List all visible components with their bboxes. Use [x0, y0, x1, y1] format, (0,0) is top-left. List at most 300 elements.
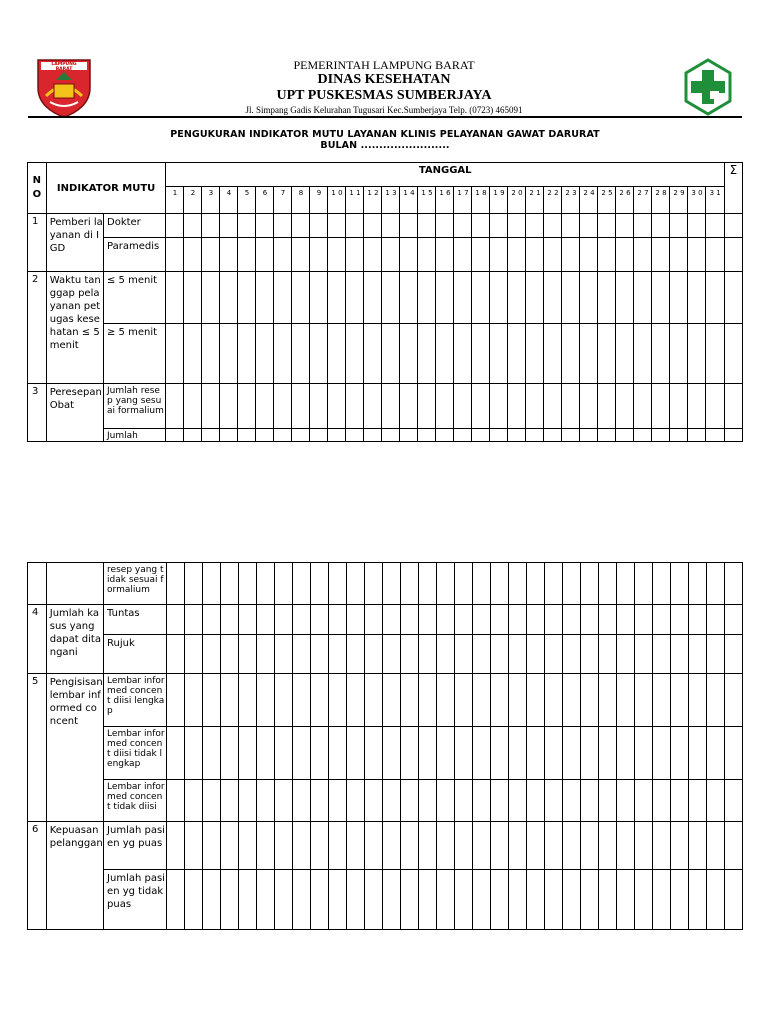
tally-cell[interactable]	[418, 605, 436, 635]
tally-cell[interactable]	[562, 605, 580, 635]
tally-cell[interactable]	[256, 822, 274, 870]
tally-cell[interactable]	[454, 822, 472, 870]
tally-cell[interactable]	[634, 822, 652, 870]
tally-cell[interactable]	[580, 870, 598, 930]
tally-cell[interactable]	[472, 238, 490, 272]
tally-cell[interactable]	[508, 238, 526, 272]
tally-cell[interactable]	[382, 563, 400, 605]
tally-cell[interactable]	[238, 324, 256, 384]
tally-cell[interactable]	[256, 635, 274, 674]
tally-cell[interactable]	[166, 780, 184, 822]
tally-cell[interactable]	[166, 324, 184, 384]
tally-cell[interactable]	[580, 635, 598, 674]
tally-cell[interactable]	[472, 429, 490, 442]
tally-cell[interactable]	[544, 324, 562, 384]
tally-cell[interactable]	[184, 384, 202, 429]
tally-cell[interactable]	[292, 780, 310, 822]
tally-cell[interactable]	[184, 272, 202, 324]
tally-cell[interactable]	[472, 563, 490, 605]
tally-cell[interactable]	[472, 324, 490, 384]
tally-cell[interactable]	[310, 324, 328, 384]
tally-cell[interactable]	[220, 429, 238, 442]
tally-cell[interactable]	[166, 727, 184, 780]
tally-cell[interactable]	[346, 563, 364, 605]
tally-cell[interactable]	[490, 238, 508, 272]
tally-cell[interactable]	[490, 870, 508, 930]
tally-cell[interactable]	[238, 429, 256, 442]
tally-cell[interactable]	[184, 870, 202, 930]
tally-cell[interactable]	[544, 238, 562, 272]
tally-cell[interactable]	[472, 272, 490, 324]
tally-cell[interactable]	[688, 324, 706, 384]
tally-cell[interactable]	[346, 272, 364, 324]
tally-cell[interactable]	[490, 384, 508, 429]
tally-cell[interactable]	[274, 272, 292, 324]
tally-cell[interactable]	[310, 822, 328, 870]
tally-cell[interactable]	[328, 780, 346, 822]
tally-cell[interactable]	[562, 780, 580, 822]
tally-cell[interactable]	[490, 272, 508, 324]
tally-cell[interactable]	[544, 429, 562, 442]
tally-cell[interactable]	[706, 238, 724, 272]
tally-cell[interactable]	[454, 384, 472, 429]
tally-cell[interactable]	[436, 238, 454, 272]
tally-cell[interactable]	[580, 605, 598, 635]
tally-cell[interactable]	[418, 674, 436, 727]
tally-cell[interactable]	[634, 384, 652, 429]
tally-cell[interactable]	[544, 674, 562, 727]
tally-cell[interactable]	[472, 727, 490, 780]
tally-cell[interactable]	[364, 822, 382, 870]
tally-cell[interactable]	[382, 605, 400, 635]
tally-cell[interactable]	[364, 324, 382, 384]
tally-cell[interactable]	[598, 822, 616, 870]
tally-cell[interactable]	[707, 635, 725, 674]
tally-cell[interactable]	[526, 272, 544, 324]
tally-cell[interactable]	[671, 605, 689, 635]
tally-cell[interactable]	[328, 635, 346, 674]
tally-cell[interactable]	[310, 429, 328, 442]
tally-cell[interactable]	[220, 272, 238, 324]
tally-cell[interactable]	[472, 674, 490, 727]
tally-cell[interactable]	[544, 870, 562, 930]
tally-cell[interactable]	[454, 238, 472, 272]
tally-cell[interactable]	[256, 674, 274, 727]
tally-cell[interactable]	[562, 238, 580, 272]
tally-cell[interactable]	[670, 214, 688, 238]
tally-cell[interactable]	[725, 635, 743, 674]
tally-cell[interactable]	[689, 727, 707, 780]
tally-cell[interactable]	[238, 727, 256, 780]
tally-cell[interactable]	[364, 563, 382, 605]
tally-cell[interactable]	[526, 822, 544, 870]
tally-cell[interactable]	[220, 214, 238, 238]
tally-cell[interactable]	[634, 214, 652, 238]
tally-cell[interactable]	[598, 605, 616, 635]
tally-cell[interactable]	[634, 238, 652, 272]
tally-cell[interactable]	[364, 605, 382, 635]
tally-cell[interactable]	[184, 324, 202, 384]
tally-cell[interactable]	[580, 272, 598, 324]
tally-cell[interactable]	[328, 324, 346, 384]
tally-cell[interactable]	[346, 822, 364, 870]
tally-cell[interactable]	[364, 429, 382, 442]
tally-cell[interactable]	[544, 635, 562, 674]
tally-cell[interactable]	[166, 870, 184, 930]
tally-cell[interactable]	[328, 870, 346, 930]
tally-cell[interactable]	[472, 214, 490, 238]
tally-cell[interactable]	[292, 429, 310, 442]
tally-cell[interactable]	[436, 822, 454, 870]
tally-cell[interactable]	[689, 635, 707, 674]
tally-cell[interactable]	[328, 563, 346, 605]
tally-cell[interactable]	[346, 214, 364, 238]
tally-cell[interactable]	[382, 674, 400, 727]
tally-cell[interactable]	[508, 674, 526, 727]
tally-cell[interactable]	[328, 727, 346, 780]
tally-cell[interactable]	[671, 635, 689, 674]
tally-cell[interactable]	[184, 635, 202, 674]
tally-cell[interactable]	[436, 780, 454, 822]
tally-cell[interactable]	[418, 780, 436, 822]
tally-cell[interactable]	[202, 605, 220, 635]
tally-cell[interactable]	[652, 563, 670, 605]
tally-cell[interactable]	[544, 384, 562, 429]
tally-cell[interactable]	[346, 429, 364, 442]
tally-cell[interactable]	[202, 563, 220, 605]
tally-cell[interactable]	[652, 822, 670, 870]
tally-cell[interactable]	[220, 384, 238, 429]
tally-cell[interactable]	[256, 324, 274, 384]
tally-cell[interactable]	[725, 727, 743, 780]
tally-cell[interactable]	[382, 870, 400, 930]
tally-cell[interactable]	[706, 324, 724, 384]
tally-cell[interactable]	[688, 214, 706, 238]
tally-cell[interactable]	[652, 272, 670, 324]
tally-cell[interactable]	[472, 384, 490, 429]
tally-cell[interactable]	[238, 563, 256, 605]
tally-cell[interactable]	[364, 238, 382, 272]
tally-cell[interactable]	[706, 429, 724, 442]
tally-cell[interactable]	[256, 780, 274, 822]
tally-cell[interactable]	[238, 870, 256, 930]
tally-cell[interactable]	[238, 272, 256, 324]
tally-cell[interactable]	[634, 870, 652, 930]
tally-cell[interactable]	[220, 780, 238, 822]
tally-cell[interactable]	[436, 635, 454, 674]
tally-cell[interactable]	[382, 429, 400, 442]
tally-cell[interactable]	[436, 214, 454, 238]
tally-cell[interactable]	[598, 780, 616, 822]
tally-cell[interactable]	[328, 384, 346, 429]
tally-cell[interactable]	[707, 780, 725, 822]
tally-cell[interactable]	[725, 674, 743, 727]
tally-cell[interactable]	[220, 563, 238, 605]
tally-cell[interactable]	[220, 727, 238, 780]
tally-cell[interactable]	[202, 727, 220, 780]
tally-cell[interactable]	[238, 238, 256, 272]
tally-cell[interactable]	[400, 870, 418, 930]
tally-cell[interactable]	[490, 605, 508, 635]
tally-cell[interactable]	[292, 272, 310, 324]
tally-cell[interactable]	[544, 214, 562, 238]
tally-cell[interactable]	[652, 324, 670, 384]
tally-cell[interactable]	[544, 727, 562, 780]
tally-cell[interactable]	[598, 429, 616, 442]
tally-cell[interactable]	[670, 324, 688, 384]
tally-cell[interactable]	[400, 429, 418, 442]
tally-cell[interactable]	[634, 429, 652, 442]
tally-cell[interactable]	[202, 214, 220, 238]
tally-cell[interactable]	[598, 870, 616, 930]
tally-cell[interactable]	[220, 605, 238, 635]
tally-cell[interactable]	[671, 822, 689, 870]
tally-cell[interactable]	[598, 674, 616, 727]
tally-cell[interactable]	[688, 238, 706, 272]
tally-cell[interactable]	[400, 780, 418, 822]
tally-cell[interactable]	[707, 870, 725, 930]
tally-cell[interactable]	[166, 605, 184, 635]
tally-cell[interactable]	[436, 272, 454, 324]
tally-cell[interactable]	[616, 780, 634, 822]
tally-cell[interactable]	[346, 780, 364, 822]
tally-cell[interactable]	[652, 635, 670, 674]
tally-cell[interactable]	[436, 563, 454, 605]
tally-cell[interactable]	[544, 272, 562, 324]
tally-cell[interactable]	[724, 272, 742, 324]
tally-cell[interactable]	[292, 324, 310, 384]
tally-cell[interactable]	[310, 214, 328, 238]
tally-cell[interactable]	[616, 238, 634, 272]
tally-cell[interactable]	[580, 238, 598, 272]
tally-cell[interactable]	[400, 384, 418, 429]
tally-cell[interactable]	[256, 214, 274, 238]
tally-cell[interactable]	[310, 605, 328, 635]
tally-cell[interactable]	[634, 563, 652, 605]
tally-cell[interactable]	[598, 272, 616, 324]
tally-cell[interactable]	[688, 272, 706, 324]
tally-cell[interactable]	[166, 563, 184, 605]
tally-cell[interactable]	[274, 384, 292, 429]
tally-cell[interactable]	[418, 635, 436, 674]
tally-cell[interactable]	[454, 563, 472, 605]
tally-cell[interactable]	[580, 822, 598, 870]
tally-cell[interactable]	[274, 870, 292, 930]
tally-cell[interactable]	[166, 214, 184, 238]
tally-cell[interactable]	[310, 272, 328, 324]
tally-cell[interactable]	[580, 384, 598, 429]
tally-cell[interactable]	[671, 727, 689, 780]
tally-cell[interactable]	[671, 563, 689, 605]
tally-cell[interactable]	[328, 214, 346, 238]
tally-cell[interactable]	[544, 780, 562, 822]
tally-cell[interactable]	[526, 563, 544, 605]
tally-cell[interactable]	[454, 870, 472, 930]
tally-cell[interactable]	[382, 822, 400, 870]
tally-cell[interactable]	[364, 272, 382, 324]
tally-cell[interactable]	[400, 238, 418, 272]
tally-cell[interactable]	[238, 674, 256, 727]
tally-cell[interactable]	[580, 780, 598, 822]
tally-cell[interactable]	[652, 870, 670, 930]
tally-cell[interactable]	[454, 324, 472, 384]
tally-cell[interactable]	[346, 324, 364, 384]
tally-cell[interactable]	[670, 384, 688, 429]
tally-cell[interactable]	[616, 214, 634, 238]
tally-cell[interactable]	[707, 605, 725, 635]
tally-cell[interactable]	[526, 429, 544, 442]
tally-cell[interactable]	[382, 214, 400, 238]
tally-cell[interactable]	[400, 674, 418, 727]
tally-cell[interactable]	[310, 727, 328, 780]
tally-cell[interactable]	[616, 605, 634, 635]
tally-cell[interactable]	[616, 727, 634, 780]
tally-cell[interactable]	[526, 238, 544, 272]
tally-cell[interactable]	[184, 214, 202, 238]
tally-cell[interactable]	[670, 429, 688, 442]
tally-cell[interactable]	[184, 563, 202, 605]
tally-cell[interactable]	[184, 429, 202, 442]
tally-cell[interactable]	[274, 635, 292, 674]
tally-cell[interactable]	[671, 870, 689, 930]
tally-cell[interactable]	[580, 214, 598, 238]
tally-cell[interactable]	[436, 324, 454, 384]
tally-cell[interactable]	[508, 384, 526, 429]
tally-cell[interactable]	[725, 563, 743, 605]
tally-cell[interactable]	[166, 674, 184, 727]
tally-cell[interactable]	[526, 635, 544, 674]
tally-cell[interactable]	[256, 605, 274, 635]
tally-cell[interactable]	[328, 429, 346, 442]
tally-cell[interactable]	[328, 272, 346, 324]
tally-cell[interactable]	[346, 384, 364, 429]
tally-cell[interactable]	[490, 674, 508, 727]
tally-cell[interactable]	[418, 214, 436, 238]
tally-cell[interactable]	[616, 384, 634, 429]
tally-cell[interactable]	[184, 238, 202, 272]
tally-cell[interactable]	[418, 384, 436, 429]
tally-cell[interactable]	[634, 727, 652, 780]
tally-cell[interactable]	[652, 238, 670, 272]
tally-cell[interactable]	[400, 635, 418, 674]
tally-cell[interactable]	[400, 605, 418, 635]
tally-cell[interactable]	[400, 727, 418, 780]
tally-cell[interactable]	[400, 822, 418, 870]
tally-cell[interactable]	[202, 384, 220, 429]
tally-cell[interactable]	[508, 214, 526, 238]
tally-cell[interactable]	[706, 272, 724, 324]
tally-cell[interactable]	[598, 384, 616, 429]
tally-cell[interactable]	[616, 324, 634, 384]
tally-cell[interactable]	[616, 870, 634, 930]
tally-cell[interactable]	[580, 727, 598, 780]
tally-cell[interactable]	[220, 870, 238, 930]
tally-cell[interactable]	[707, 563, 725, 605]
tally-cell[interactable]	[202, 635, 220, 674]
tally-cell[interactable]	[382, 727, 400, 780]
tally-cell[interactable]	[724, 238, 742, 272]
tally-cell[interactable]	[598, 214, 616, 238]
tally-cell[interactable]	[220, 238, 238, 272]
tally-cell[interactable]	[202, 429, 220, 442]
tally-cell[interactable]	[418, 563, 436, 605]
tally-cell[interactable]	[292, 384, 310, 429]
tally-cell[interactable]	[202, 674, 220, 727]
tally-cell[interactable]	[706, 384, 724, 429]
tally-cell[interactable]	[184, 674, 202, 727]
tally-cell[interactable]	[310, 635, 328, 674]
tally-cell[interactable]	[274, 674, 292, 727]
tally-cell[interactable]	[328, 605, 346, 635]
tally-cell[interactable]	[292, 727, 310, 780]
tally-cell[interactable]	[328, 238, 346, 272]
tally-cell[interactable]	[364, 780, 382, 822]
tally-cell[interactable]	[202, 324, 220, 384]
tally-cell[interactable]	[598, 635, 616, 674]
tally-cell[interactable]	[256, 238, 274, 272]
tally-cell[interactable]	[436, 605, 454, 635]
tally-cell[interactable]	[454, 605, 472, 635]
tally-cell[interactable]	[634, 272, 652, 324]
tally-cell[interactable]	[707, 822, 725, 870]
tally-cell[interactable]	[400, 272, 418, 324]
tally-cell[interactable]	[310, 563, 328, 605]
tally-cell[interactable]	[418, 272, 436, 324]
tally-cell[interactable]	[292, 563, 310, 605]
tally-cell[interactable]	[725, 605, 743, 635]
tally-cell[interactable]	[400, 563, 418, 605]
tally-cell[interactable]	[562, 272, 580, 324]
tally-cell[interactable]	[418, 324, 436, 384]
tally-cell[interactable]	[544, 563, 562, 605]
tally-cell[interactable]	[580, 324, 598, 384]
tally-cell[interactable]	[436, 674, 454, 727]
tally-cell[interactable]	[292, 214, 310, 238]
tally-cell[interactable]	[562, 563, 580, 605]
tally-cell[interactable]	[382, 272, 400, 324]
tally-cell[interactable]	[598, 727, 616, 780]
tally-cell[interactable]	[616, 563, 634, 605]
tally-cell[interactable]	[436, 870, 454, 930]
tally-cell[interactable]	[490, 429, 508, 442]
tally-cell[interactable]	[418, 870, 436, 930]
tally-cell[interactable]	[634, 605, 652, 635]
tally-cell[interactable]	[418, 727, 436, 780]
tally-cell[interactable]	[238, 605, 256, 635]
tally-cell[interactable]	[274, 238, 292, 272]
tally-cell[interactable]	[652, 674, 670, 727]
tally-cell[interactable]	[382, 324, 400, 384]
tally-cell[interactable]	[526, 780, 544, 822]
tally-cell[interactable]	[454, 635, 472, 674]
tally-cell[interactable]	[508, 635, 526, 674]
tally-cell[interactable]	[616, 635, 634, 674]
tally-cell[interactable]	[382, 384, 400, 429]
tally-cell[interactable]	[166, 822, 184, 870]
tally-cell[interactable]	[508, 870, 526, 930]
tally-cell[interactable]	[184, 780, 202, 822]
tally-cell[interactable]	[562, 674, 580, 727]
tally-cell[interactable]	[689, 605, 707, 635]
tally-cell[interactable]	[436, 727, 454, 780]
tally-cell[interactable]	[166, 272, 184, 324]
tally-cell[interactable]	[562, 429, 580, 442]
tally-cell[interactable]	[598, 324, 616, 384]
tally-cell[interactable]	[508, 605, 526, 635]
tally-cell[interactable]	[652, 605, 670, 635]
tally-cell[interactable]	[292, 238, 310, 272]
tally-cell[interactable]	[364, 727, 382, 780]
